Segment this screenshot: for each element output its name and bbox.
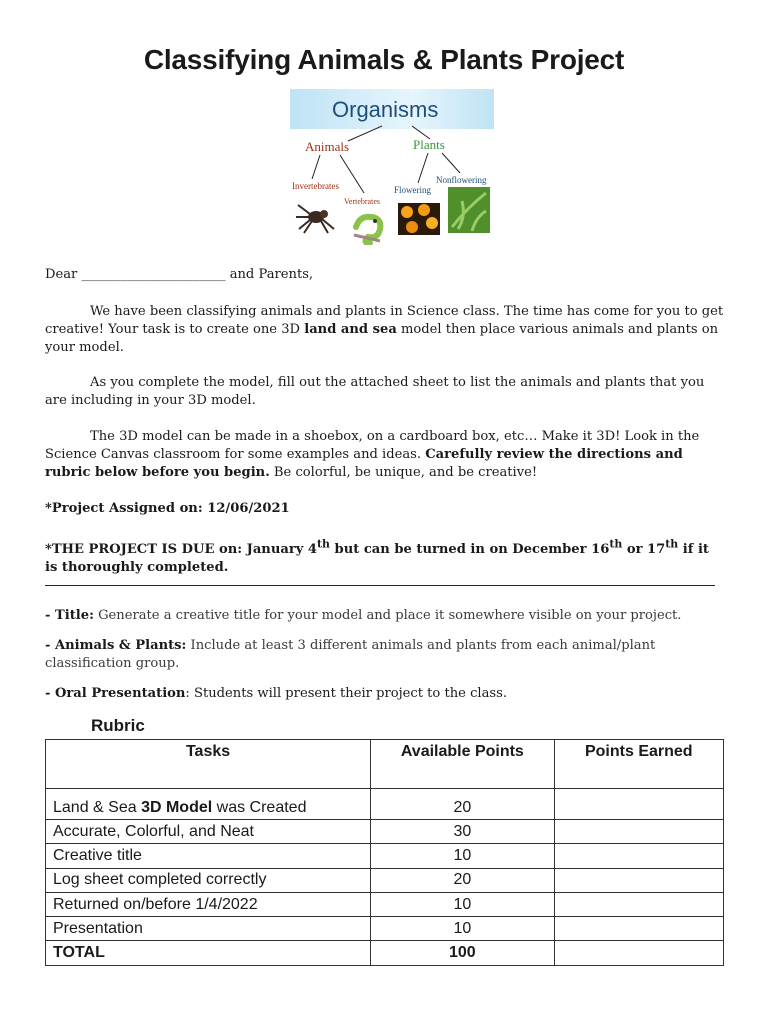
task-cell: Creative title	[46, 844, 371, 868]
direction-presentation-text: : Students will present their project to the class.	[185, 686, 507, 701]
total-points: 100	[371, 941, 554, 965]
points-cell: 10	[371, 917, 554, 941]
header-available-points: Available Points	[371, 740, 554, 789]
task-cell: Accurate, Colorful, and Neat	[46, 820, 371, 844]
earned-cell[interactable]	[554, 844, 723, 868]
earned-cell[interactable]	[554, 917, 723, 941]
earned-cell[interactable]	[554, 892, 723, 916]
rubric-table	[45, 739, 724, 966]
due-date	[45, 536, 725, 577]
points-cell: 10	[371, 844, 554, 868]
header-points-earned: Points Earned	[554, 740, 723, 789]
task-cell: Returned on/before 1/4/2022	[46, 892, 371, 916]
greeting	[45, 266, 725, 284]
points-cell: 20	[371, 868, 554, 892]
header-tasks: Tasks	[46, 740, 371, 789]
task-text-end: was Created	[212, 799, 307, 816]
diagram-nonflowering-label: Nonflowering	[436, 175, 487, 185]
direction-presentation	[45, 685, 725, 703]
table-row	[46, 844, 724, 868]
due-sup-2: th	[609, 538, 623, 551]
task-text: Land & Sea	[53, 799, 142, 816]
diagram-flowering-label: Flowering	[394, 185, 431, 195]
greeting-end: and Parents,	[229, 267, 314, 282]
direction-title-text: Generate a creative title for your model and place it somewhere visible on your project.	[93, 608, 682, 623]
table-row	[46, 789, 724, 820]
paragraph-model	[45, 428, 725, 482]
earned-cell[interactable]	[554, 868, 723, 892]
page-title: Classifying Animals & Plants Project	[143, 44, 625, 75]
chameleon-image	[350, 207, 386, 245]
model-bold: Carefully review the directions and rubric below before you begin.	[45, 447, 683, 480]
points-cell: 30	[371, 820, 554, 844]
organisms-diagram	[290, 89, 494, 247]
nonflowering-plant-image	[448, 187, 490, 233]
earned-cell[interactable]	[554, 820, 723, 844]
direction-animals-plants	[45, 637, 725, 673]
diagram-animals-label: Animals	[305, 139, 350, 154]
table-row	[46, 820, 724, 844]
direction-title-label: - Title:	[45, 608, 94, 623]
diagram-vertebrates-label: Vertebrates	[344, 197, 380, 206]
total-earned-cell[interactable]	[554, 941, 723, 965]
intro-bold: land and sea	[304, 322, 397, 337]
points-cell: 20	[371, 789, 554, 820]
diagram-heading: Organisms	[332, 97, 439, 122]
direction-title	[45, 607, 725, 625]
due-text-b: but can be turned in on December 16	[329, 542, 610, 558]
flowering-plant-image	[398, 203, 440, 235]
due-text-d: if it is thoroughly completed.	[45, 542, 709, 576]
diagram-invertebrates-label: Invertebrates	[292, 181, 339, 191]
earned-cell[interactable]	[554, 789, 723, 820]
intro-text: We have been classifying animals and plants in Science class. The time has come for you to get creative! Your task is to create one 3D	[45, 304, 724, 337]
rubric-header-row	[46, 740, 724, 789]
intro-text-end: model then place various animals and plants on your model.	[45, 322, 719, 355]
due-text-c: or 17	[622, 542, 666, 558]
total-row	[46, 941, 724, 965]
due-sup-1: th	[317, 538, 330, 551]
table-row	[46, 868, 724, 892]
direction-animals-label: - Animals & Plants:	[45, 638, 187, 653]
task-cell: Presentation	[46, 917, 371, 941]
table-row	[46, 892, 724, 916]
model-text: The 3D model can be made in a shoebox, on a cardboard box, etc… Make it 3D! Look in the Science Canvas classroom for some examples and ideas.	[45, 429, 700, 462]
due-sup-3: th	[665, 538, 679, 551]
table-row	[46, 917, 724, 941]
total-label: TOTAL	[46, 941, 371, 965]
greeting-start: Dear	[45, 267, 78, 282]
points-cell: 10	[371, 892, 554, 916]
task-cell	[46, 789, 371, 820]
paragraph-intro	[45, 303, 725, 357]
model-text-end: Be colorful, be unique, and be creative!	[269, 465, 538, 480]
task-cell: Log sheet completed correctly	[46, 868, 371, 892]
spider-image	[294, 199, 338, 235]
direction-presentation-label: - Oral Presentation	[45, 686, 186, 701]
assigned-date	[45, 500, 725, 518]
task-bold: 3D Model	[141, 799, 213, 816]
direction-animals-text: Include at least 3 different animals and plants from each animal/plant classification group.	[45, 638, 656, 671]
due-text-a: *THE PROJECT IS DUE on: January 4	[45, 542, 318, 558]
log-sheet-text: As you complete the model, fill out the attached sheet to list the animals and plants that you are including in your 3D model.	[45, 375, 705, 408]
student-name-blank: ______________________	[81, 267, 226, 282]
assigned-text: *Project Assigned on: 12/06/2021	[45, 501, 290, 516]
section-divider	[45, 585, 715, 586]
rubric-title: Rubric	[91, 716, 145, 735]
paragraph-log-sheet	[45, 374, 725, 410]
diagram-plants-label: Plants	[413, 137, 445, 152]
